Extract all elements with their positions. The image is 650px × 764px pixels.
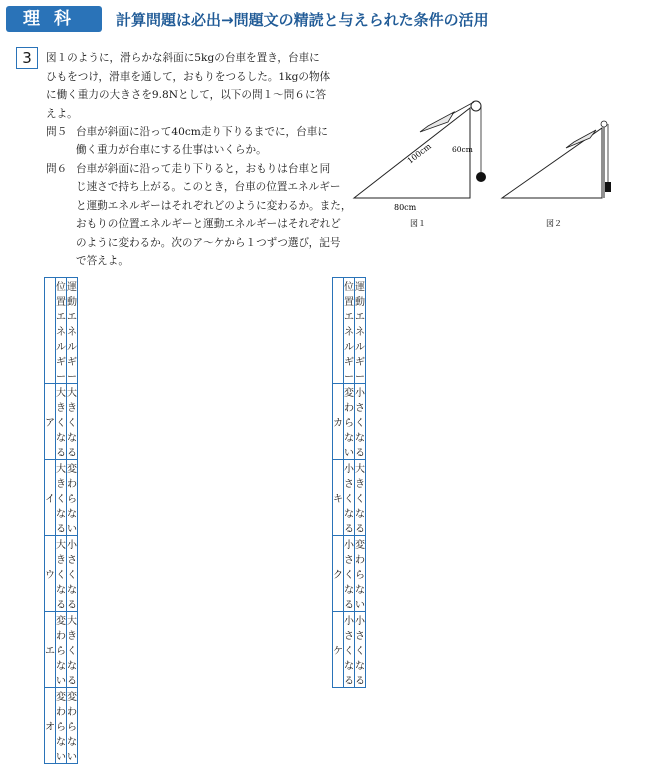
choice-kinetic: 大きくなる <box>67 612 78 688</box>
question-intro: 図１のように，滑らかな斜面に5kgの台車を置き，台車に ひもをつけ，滑車を通して，おもりをつるした。1kgの物体 に働く重力の大きさを9.8Nとして，以下の問１～問６に答 えよ。 <box>46 52 331 120</box>
choice-row <box>45 460 78 536</box>
choice-letter: ケ <box>333 612 344 688</box>
figure-2 <box>502 121 611 228</box>
choices-table-left <box>44 277 78 764</box>
fig1-height: 60cm <box>452 145 473 154</box>
choice-kinetic: 変わらない <box>67 688 78 764</box>
choice-kinetic: 大きくなる <box>355 460 366 536</box>
header-blank <box>45 278 56 384</box>
header-title: 計算問題は必出→問題文の精読と与えられた条件の活用 <box>116 11 489 29</box>
header-potential: 位置エネルギー <box>344 278 355 384</box>
choice-row <box>45 384 78 460</box>
choice-potential: 変わらない <box>56 688 67 764</box>
fig1-label: 図１ <box>410 219 426 228</box>
header-row <box>45 278 78 384</box>
fig1-base: 80cm <box>394 203 417 212</box>
choice-potential: 小さくなる <box>344 460 355 536</box>
choice-potential: 大きくなる <box>56 384 67 460</box>
choice-letter: ク <box>333 536 344 612</box>
header-kinetic: 運動エネルギー <box>355 278 366 384</box>
choice-row <box>333 536 366 612</box>
choice-potential: 大きくなる <box>56 460 67 536</box>
choice-letter: ウ <box>45 536 56 612</box>
figures <box>352 86 648 236</box>
choice-kinetic: 大きくなる <box>67 384 78 460</box>
header <box>0 0 650 36</box>
choice-row <box>45 612 78 688</box>
choice-row <box>333 612 366 688</box>
question-number: 3 <box>16 47 38 69</box>
choice-letter: エ <box>45 612 56 688</box>
fig1-slope-length: 100cm <box>405 141 433 166</box>
choice-potential: 大きくなる <box>56 536 67 612</box>
sub-question-5-text: 台車が斜面に沿って40cm走り下りるまでに，台車に 働く重力が台車にする仕事はいくらか。 <box>76 126 328 157</box>
choice-row <box>45 536 78 612</box>
sub-question-6 <box>46 160 358 272</box>
header-row <box>333 278 366 384</box>
choice-letter: オ <box>45 688 56 764</box>
choice-kinetic: 小さくなる <box>355 612 366 688</box>
choice-potential: 変わらない <box>56 612 67 688</box>
fig1-cart <box>420 112 454 132</box>
choice-row <box>333 384 366 460</box>
sub-question-5 <box>46 123 356 161</box>
choice-letter: キ <box>333 460 344 536</box>
fig2-pulley-icon <box>601 121 607 127</box>
choice-kinetic: 小さくなる <box>67 536 78 612</box>
choice-kinetic: 変わらない <box>355 536 366 612</box>
header-kinetic: 運動エネルギー <box>67 278 78 384</box>
sub-question-6-label: 問６ <box>46 163 68 175</box>
fig2-weight-icon <box>605 182 611 192</box>
fig2-cart <box>566 130 596 148</box>
choice-potential: 小さくなる <box>344 612 355 688</box>
fig1-string <box>452 102 474 114</box>
choice-letter: カ <box>333 384 344 460</box>
figure-1 <box>354 101 486 228</box>
subject-tag: 理科 <box>6 6 102 32</box>
choices-table-right <box>332 277 366 688</box>
figures-svg <box>352 86 648 236</box>
fig1-weight-icon <box>476 172 486 182</box>
header-blank <box>333 278 344 384</box>
fig2-label: 図２ <box>546 219 562 228</box>
header-potential: 位置エネルギー <box>56 278 67 384</box>
choice-potential: 変わらない <box>344 384 355 460</box>
choice-letter: イ <box>45 460 56 536</box>
choice-potential: 小さくなる <box>344 536 355 612</box>
sub-question-5-label: 問５ <box>46 126 68 138</box>
choice-letter: ア <box>45 384 56 460</box>
choice-row <box>333 460 366 536</box>
choice-kinetic: 変わらない <box>67 460 78 536</box>
choice-row <box>45 688 78 764</box>
choice-kinetic: 小さくなる <box>355 384 366 460</box>
sub-question-6-text: 台車が斜面に沿って走り下りると，おもりは台車と同 じ速さで持ち上がる。このとき，台車の位置エネルギー と運動エネルギーはそれぞれどのように変わるか。また， おもりの位置エネルギーと運動エネルギーはそれぞれど のように変わるか。次のア～ケから１つずつ選び，記号 で答えよ。 <box>76 163 352 268</box>
